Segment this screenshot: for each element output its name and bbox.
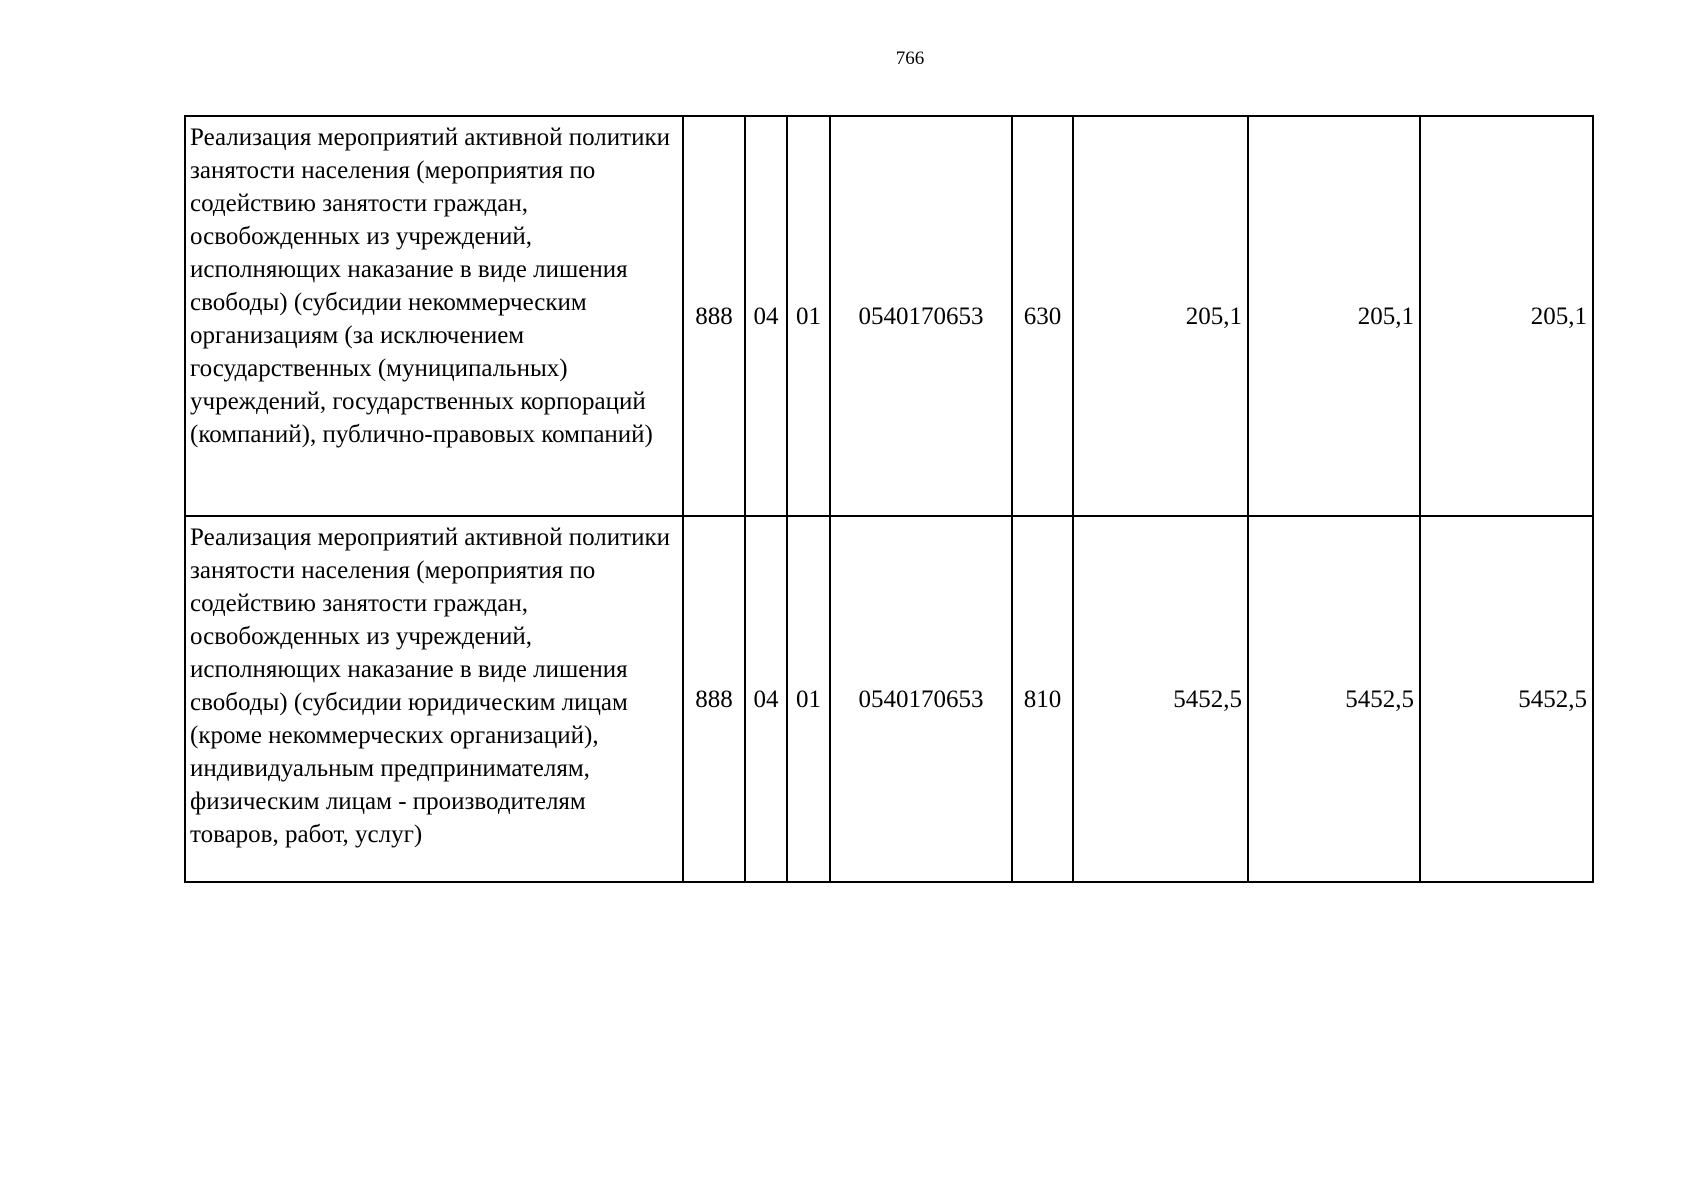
ministry-code: 888 <box>683 516 745 882</box>
table-row <box>185 516 1593 882</box>
amount-cell-1: 205,1 <box>1073 116 1248 516</box>
expense-description: Реализация мероприятий активной политики занятости населения (мероприятия по содействию занятости граждан, освобожденных из учреждений, исполняющих наказание в виде лишения свободы) (субсидии юридическим лицам (кроме некоммерческих организаций), индивидуальным предпринимателям, физическим лицам - производителям товаров, работ, услуг) <box>185 516 683 882</box>
section-code: 04 <box>745 516 787 882</box>
target-article-code: 0540170653 <box>830 516 1012 882</box>
expense-type-code: 810 <box>1012 516 1073 882</box>
amount-cell-2: 205,1 <box>1248 116 1420 516</box>
table-row <box>185 116 1593 516</box>
budget-table <box>184 115 1594 883</box>
ministry-code: 888 <box>683 116 745 516</box>
subsection-code: 01 <box>787 116 830 516</box>
amount-cell-2: 5452,5 <box>1248 516 1420 882</box>
subsection-code: 01 <box>787 516 830 882</box>
expense-description: Реализация мероприятий активной политики занятости населения (мероприятия по содействию занятости граждан, освобожденных из учреждений, исполняющих наказание в виде лишения свободы) (субсидии некоммерческим организациям (за исключением государственных (муниципальных) учреждений, государственных корпораций (компаний), публично-правовых компаний) <box>185 116 683 516</box>
amount-cell-3: 205,1 <box>1420 116 1593 516</box>
amount-cell-3: 5452,5 <box>1420 516 1593 882</box>
section-code: 04 <box>745 116 787 516</box>
expense-type-code: 630 <box>1012 116 1073 516</box>
amount-cell-1: 5452,5 <box>1073 516 1248 882</box>
target-article-code: 0540170653 <box>830 116 1012 516</box>
page-number: 766 <box>895 48 925 69</box>
